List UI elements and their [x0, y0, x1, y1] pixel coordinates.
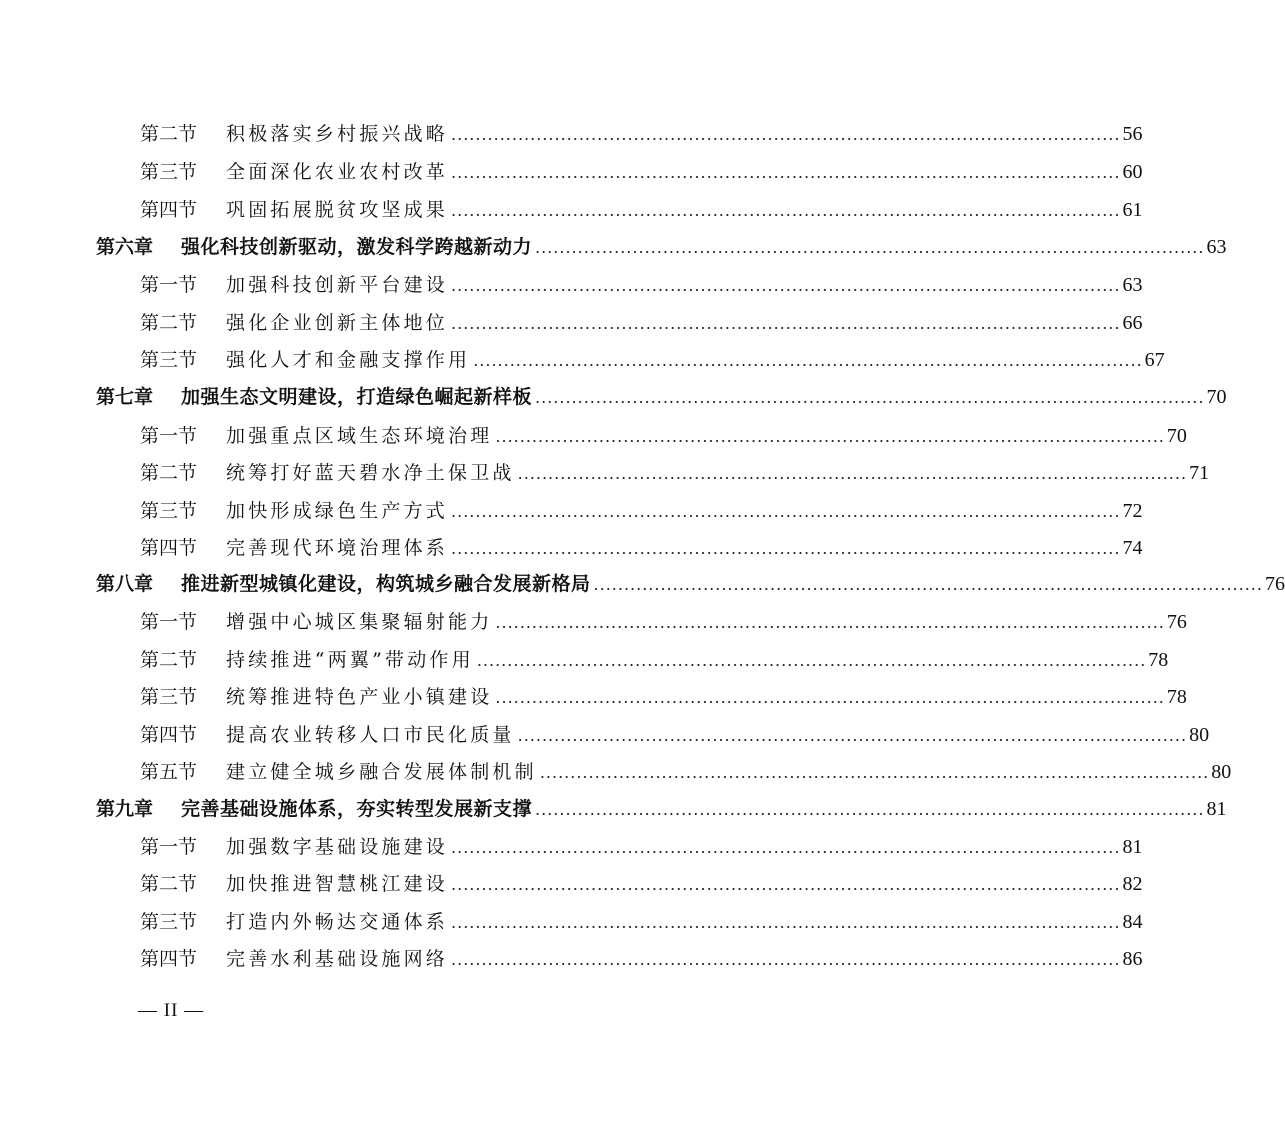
- toc-page-number: 84: [1122, 911, 1143, 933]
- toc-chapter-title: 推进新型城镇化建设，构筑城乡融合发展新格局: [181, 573, 591, 595]
- toc-chapter-number: 第六章: [96, 236, 154, 258]
- toc-title: 加强重点区域生态环境治理: [226, 425, 493, 447]
- toc-chapter-title: 加强生态文明建设，打造绿色崛起新样板: [181, 386, 533, 408]
- toc-row[interactable]: [140, 829, 1143, 866]
- dot-leader: ..............................................................................................................: [451, 539, 1121, 558]
- dot-leader: ..............................................................................................................: [451, 125, 1121, 144]
- toc-page-number: 63: [1206, 236, 1227, 258]
- page-footer-number: — II —: [138, 1000, 205, 1021]
- toc-number: 第三节: [140, 500, 198, 522]
- dot-leader: ..............................................................................................................: [535, 800, 1205, 819]
- toc-number: 第四节: [140, 948, 198, 970]
- toc-title: 完善现代环境治理体系: [226, 537, 449, 559]
- toc-row[interactable]: [140, 455, 1210, 492]
- toc-page-number: 82: [1122, 873, 1143, 895]
- toc-number: 第二节: [140, 649, 198, 671]
- dot-leader: ..............................................................................................................: [451, 201, 1121, 220]
- toc-number: 第二节: [140, 873, 198, 895]
- toc-page-number: 81: [1206, 798, 1227, 820]
- dot-leader: ..............................................................................................................: [476, 651, 1147, 670]
- toc-page-number: 86: [1122, 948, 1143, 970]
- toc-title: 加快形成绿色生产方式: [226, 500, 449, 522]
- toc-page-number: 70: [1206, 386, 1227, 408]
- toc-page-number: 78: [1148, 649, 1169, 671]
- toc-chapter-row[interactable]: [96, 229, 1227, 266]
- toc-number: 第三节: [140, 161, 198, 183]
- dot-leader: ..............................................................................................................: [451, 276, 1121, 295]
- dot-leader: ..............................................................................................................: [539, 763, 1210, 782]
- dot-leader: ..............................................................................................................: [495, 613, 1165, 632]
- toc-title: 提高农业转移人口市民化质量: [226, 724, 515, 746]
- toc-row[interactable]: [140, 418, 1187, 455]
- dot-leader: ..............................................................................................................: [451, 163, 1121, 182]
- toc-row[interactable]: [140, 642, 1169, 679]
- toc-row[interactable]: [140, 305, 1143, 342]
- toc-page-number: 56: [1122, 123, 1143, 145]
- toc-chapter-number: 第九章: [96, 798, 154, 820]
- toc-row[interactable]: [140, 941, 1143, 978]
- toc-page-number: 70: [1166, 425, 1187, 447]
- dot-leader: ..............................................................................................................: [451, 838, 1121, 857]
- toc-title: 加快推进智慧桃江建设: [226, 873, 449, 895]
- toc-page-number: 66: [1122, 312, 1143, 334]
- toc-page-number: 80: [1189, 724, 1210, 746]
- dot-leader: ..............................................................................................................: [451, 950, 1121, 969]
- toc-number: 第一节: [140, 274, 198, 296]
- toc-number: 第二节: [140, 462, 198, 484]
- toc-title: 强化人才和金融支撑作用: [226, 349, 471, 371]
- toc-page-number: 76: [1264, 573, 1285, 595]
- dot-leader: ..............................................................................................................: [517, 464, 1188, 483]
- toc-chapter-row[interactable]: [96, 379, 1227, 416]
- toc-page-number: 81: [1122, 836, 1143, 858]
- toc-number: 第五节: [140, 761, 198, 783]
- toc-page-number: 63: [1122, 274, 1143, 296]
- toc-number: 第一节: [140, 836, 198, 858]
- dot-leader: ..............................................................................................................: [593, 575, 1263, 594]
- toc-number: 第一节: [140, 425, 198, 447]
- toc-row[interactable]: [140, 866, 1143, 903]
- toc-row[interactable]: [140, 267, 1143, 304]
- toc-number: 第四节: [140, 199, 198, 221]
- toc-chapter-title: 强化科技创新驱动，激发科学跨越新动力: [181, 236, 533, 258]
- toc-row[interactable]: [140, 154, 1143, 191]
- toc-chapter-number: 第七章: [96, 386, 154, 408]
- toc-title: 完善水利基础设施网络: [226, 948, 449, 970]
- toc-page-number: 72: [1122, 500, 1143, 522]
- toc-row[interactable]: [140, 192, 1143, 229]
- toc-number: 第三节: [140, 911, 198, 933]
- toc-title: 强化企业创新主体地位: [226, 312, 449, 334]
- toc-number: 第二节: [140, 123, 198, 145]
- dot-leader: ..............................................................................................................: [495, 427, 1165, 446]
- dot-leader: ..............................................................................................................: [451, 502, 1121, 521]
- toc-row[interactable]: [140, 717, 1210, 754]
- toc-title: 积极落实乡村振兴战略: [226, 123, 449, 145]
- toc-number: 第三节: [140, 686, 198, 708]
- toc-row[interactable]: [140, 754, 1232, 791]
- toc-title: 加强数字基础设施建设: [226, 836, 449, 858]
- toc-chapter-number: 第八章: [96, 573, 154, 595]
- toc-row[interactable]: [140, 116, 1143, 153]
- toc-page-number: 80: [1211, 761, 1232, 783]
- toc-row[interactable]: [140, 493, 1143, 530]
- dot-leader: ..............................................................................................................: [473, 351, 1143, 370]
- dot-leader: ..............................................................................................................: [535, 388, 1205, 407]
- toc-title: 统筹打好蓝天碧水净土保卫战: [226, 462, 515, 484]
- dot-leader: ..............................................................................................................: [451, 913, 1121, 932]
- toc-chapter-row[interactable]: [96, 566, 1285, 603]
- toc-number: 第二节: [140, 312, 198, 334]
- toc-title: 打造内外畅达交通体系: [226, 911, 449, 933]
- toc-page-number: 67: [1144, 349, 1165, 371]
- dot-leader: ..............................................................................................................: [451, 314, 1121, 333]
- dot-leader: ..............................................................................................................: [517, 726, 1188, 745]
- toc-title: 加强科技创新平台建设: [226, 274, 449, 296]
- toc-page-number: 74: [1122, 537, 1143, 559]
- toc-chapter-row[interactable]: [96, 791, 1227, 828]
- dot-leader: ..............................................................................................................: [451, 875, 1121, 894]
- toc-page-number: 71: [1189, 462, 1210, 484]
- toc-title: 全面深化农业农村改革: [226, 161, 449, 183]
- toc-number: 第一节: [140, 611, 198, 633]
- toc-chapter-title: 完善基础设施体系，夯实转型发展新支撑: [181, 798, 533, 820]
- toc-page-number: 60: [1122, 161, 1143, 183]
- toc-page-number: 78: [1166, 686, 1187, 708]
- toc-title: 建立健全城乡融合发展体制机制: [226, 761, 537, 783]
- toc-number: 第四节: [140, 724, 198, 746]
- toc-row[interactable]: [140, 342, 1165, 379]
- toc-number: 第三节: [140, 349, 198, 371]
- toc-number: 第四节: [140, 537, 198, 559]
- toc-page-number: 61: [1122, 199, 1143, 221]
- toc-row[interactable]: [140, 679, 1187, 716]
- dot-leader: ..............................................................................................................: [495, 688, 1165, 707]
- toc-title: 增强中心城区集聚辐射能力: [226, 611, 493, 633]
- toc-row[interactable]: [140, 530, 1143, 567]
- toc-title: 持续推进“两翼”带动作用: [226, 649, 474, 671]
- toc-page-number: 76: [1166, 611, 1187, 633]
- toc-row[interactable]: [140, 604, 1187, 641]
- dot-leader: ..............................................................................................................: [535, 238, 1205, 257]
- toc-title: 巩固拓展脱贫攻坚成果: [226, 199, 449, 221]
- toc-row[interactable]: [140, 904, 1143, 941]
- toc-title: 统筹推进特色产业小镇建设: [226, 686, 493, 708]
